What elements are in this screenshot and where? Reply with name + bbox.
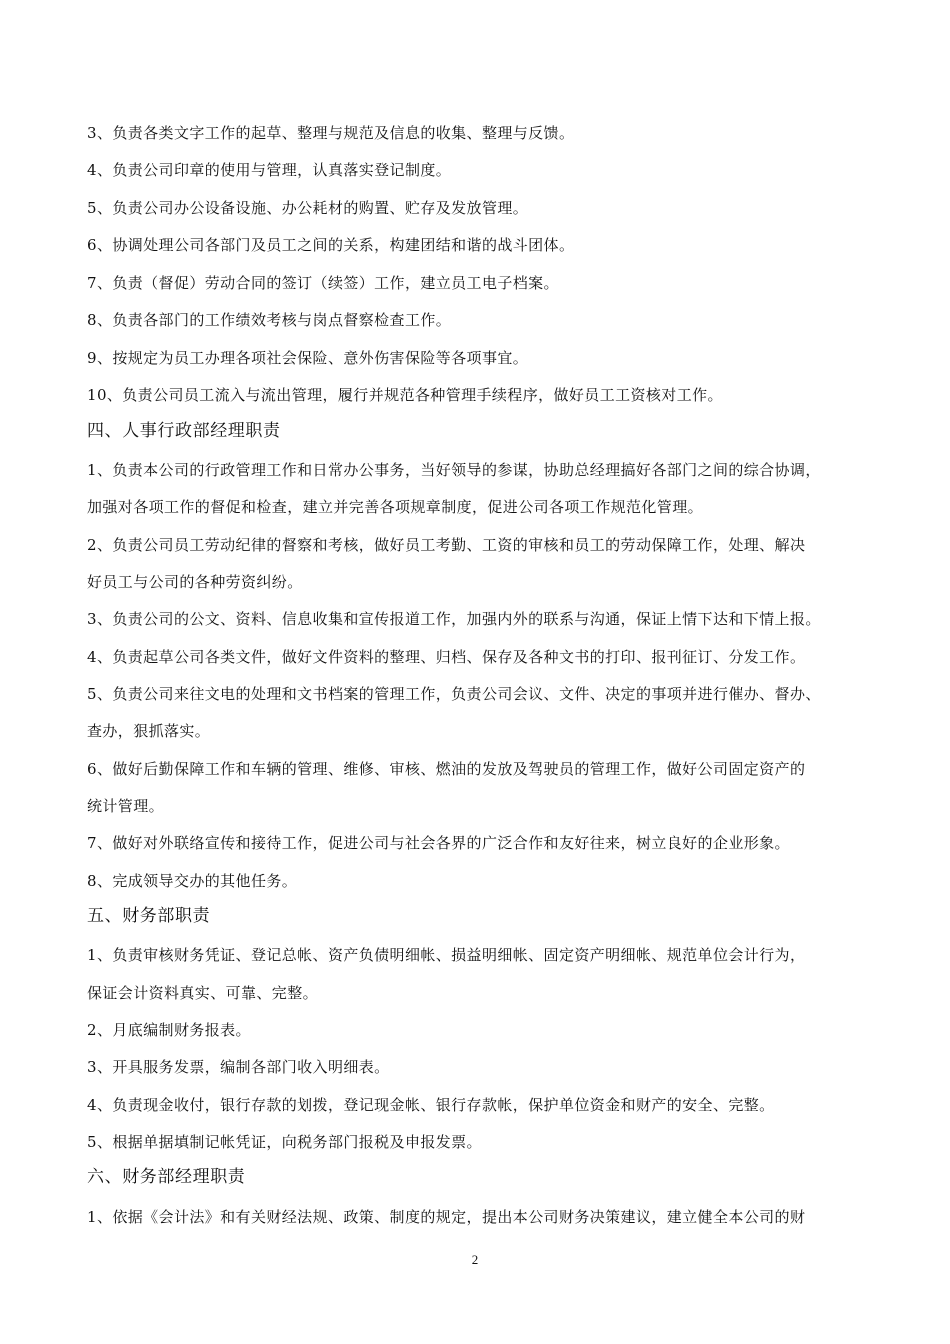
text-line: 1、负责本公司的行政管理工作和日常办公事务，当好领导的参谋，协助总经理搞好各部门之间的综合协调， xyxy=(87,461,821,479)
page-number: 2 xyxy=(471,1252,479,1267)
text-line: 4、负责起草公司各类文件，做好文件资料的整理、归档、保存及各种文书的打印、报刊征订、分发工作。 xyxy=(87,648,806,666)
section-heading: 四、人事行政部经理职责 xyxy=(87,421,281,441)
text-line: 加强对各项工作的督促和检查，建立并完善各项规章制度，促进公司各项工作规范化管理。 xyxy=(87,498,704,516)
text-line: 查办，狠抓落实。 xyxy=(87,722,211,740)
text-line: 2、负责公司员工劳动纪律的督察和考核，做好员工考勤、工资的审核和员工的劳动保障工作，处理、解决 xyxy=(87,536,806,554)
text-line: 4、负责现金收付，银行存款的划拨，登记现金帐、银行存款帐，保护单位资金和财产的安全、完整。 xyxy=(87,1096,775,1114)
text-line: 5、负责公司来往文电的处理和文书档案的管理工作，负责公司会议、文件、决定的事项并进行催办、督办、 xyxy=(87,685,821,703)
text-line: 1、负责审核财务凭证、登记总帐、资产负债明细帐、损益明细帐、固定资产明细帐、规范单位会计行为， xyxy=(87,946,806,964)
section-heading: 五、财务部职责 xyxy=(87,906,211,926)
text-line: 统计管理。 xyxy=(87,797,165,815)
text-line: 7、做好对外联络宣传和接待工作，促进公司与社会各界的广泛合作和友好往来，树立良好的企业形象。 xyxy=(87,834,790,852)
text-line: 3、负责各类文字工作的起草、整理与规范及信息的收集、整理与反馈。 xyxy=(87,124,575,142)
text-line: 5、负责公司办公设备设施、办公耗材的购置、贮存及发放管理。 xyxy=(87,199,529,217)
text-line: 3、负责公司的公文、资料、信息收集和宣传报道工作，加强内外的联系与沟通，保证上情下达和下情上报。 xyxy=(87,610,821,628)
text-line: 1、依据《会计法》和有关财经法规、政策、制度的规定，提出本公司财务决策建议，建立健全本公司的财 xyxy=(87,1208,806,1226)
text-line: 8、负责各部门的工作绩效考核与岗点督察检查工作。 xyxy=(87,311,452,329)
text-line: 好员工与公司的各种劳资纠纷。 xyxy=(87,573,303,591)
text-line: 9、按规定为员工办理各项社会保险、意外伤害保险等各项事宜。 xyxy=(87,349,529,367)
text-line: 10、负责公司员工流入与流出管理，履行并规范各种管理手续程序，做好员工工资核对工作。 xyxy=(87,386,723,404)
text-line: 2、月底编制财务报表。 xyxy=(87,1021,251,1039)
text-line: 6、协调处理公司各部门及员工之间的关系，构建团结和谐的战斗团体。 xyxy=(87,236,575,254)
text-line: 5、根据单据填制记帐凭证，向税务部门报税及申报发票。 xyxy=(87,1133,482,1151)
text-line: 4、负责公司印章的使用与管理，认真落实登记制度。 xyxy=(87,161,452,179)
text-line: 3、开具服务发票，编制各部门收入明细表。 xyxy=(87,1058,390,1076)
text-line: 8、完成领导交办的其他任务。 xyxy=(87,872,298,890)
section-heading: 六、财务部经理职责 xyxy=(87,1167,246,1187)
text-line: 6、做好后勤保障工作和车辆的管理、维修、审核、燃油的发放及驾驶员的管理工作，做好公司固定资产的 xyxy=(87,760,806,778)
text-line: 保证会计资料真实、可靠、完整。 xyxy=(87,984,319,1002)
text-line: 7、负责（督促）劳动合同的签订（续签）工作，建立员工电子档案。 xyxy=(87,274,559,292)
